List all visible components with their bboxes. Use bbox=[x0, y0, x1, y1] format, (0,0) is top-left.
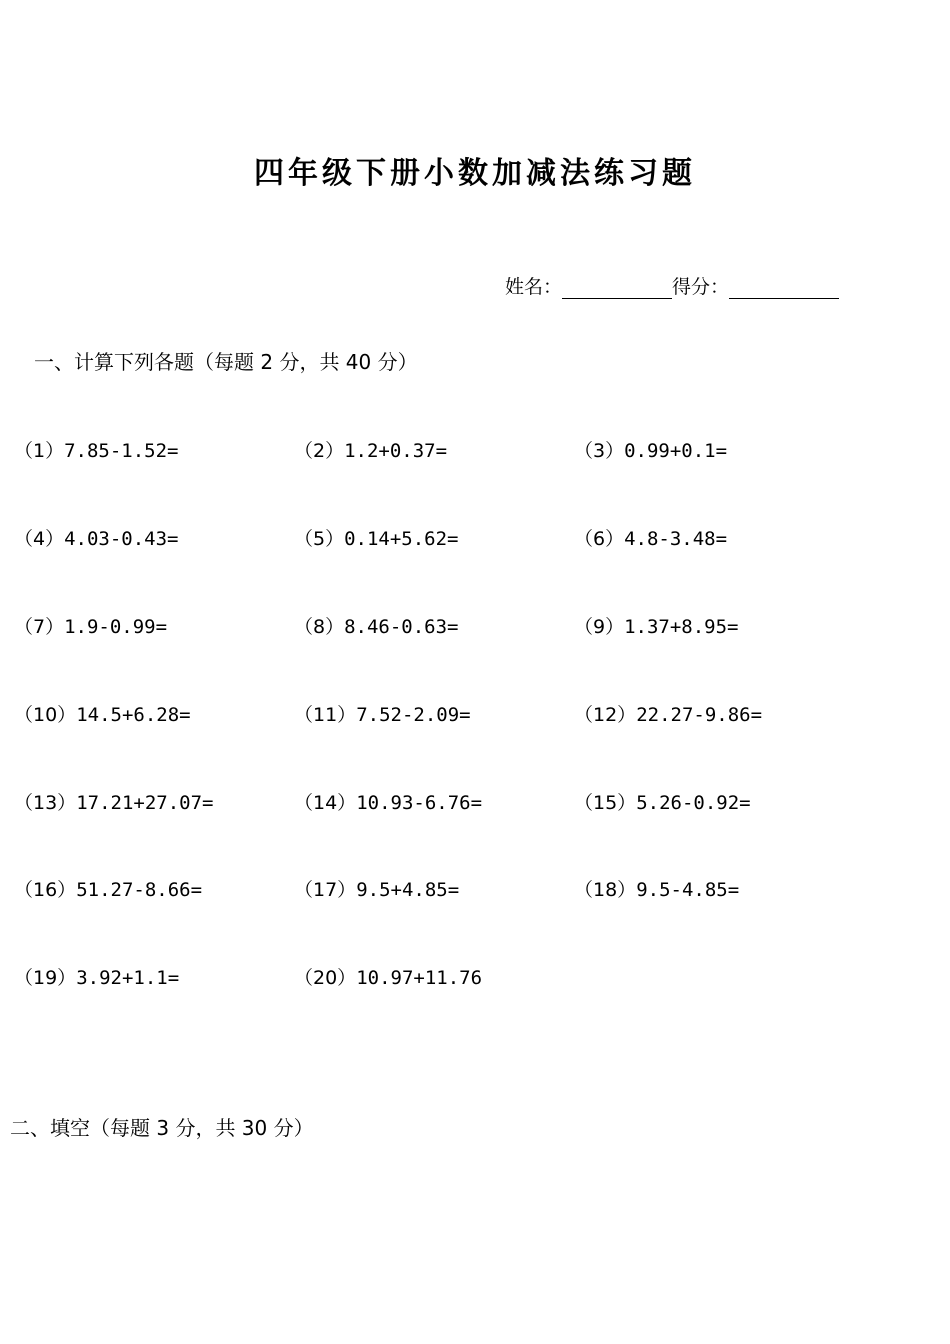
section-heading-calculation: 一、计算下列各题（每题 2 分，共 40 分） bbox=[34, 350, 418, 374]
problem-number: （12） bbox=[574, 704, 637, 726]
problem-number: （6） bbox=[574, 528, 625, 550]
problem-expression: 9.5+4.85= bbox=[356, 879, 460, 901]
problem-expression: 51.27-8.66= bbox=[76, 879, 203, 901]
problem-number: （10） bbox=[14, 704, 77, 726]
problem-expression: 4.8-3.48= bbox=[624, 528, 728, 550]
problem-expression: 17.21+27.07= bbox=[76, 792, 214, 814]
problem-item bbox=[14, 436, 178, 463]
problem-item bbox=[14, 524, 178, 551]
name-blank[interactable] bbox=[562, 278, 672, 299]
problem-item bbox=[294, 963, 482, 990]
problem-expression: 1.2+0.37= bbox=[344, 440, 448, 462]
problem-item bbox=[574, 700, 762, 727]
section-heading-fill-in: 二、填空（每题 3 分，共 30 分） bbox=[10, 1116, 314, 1140]
problem-number: （18） bbox=[574, 879, 637, 901]
problem-item bbox=[294, 524, 458, 551]
problem-number: （11） bbox=[294, 704, 357, 726]
problem-number: （8） bbox=[294, 616, 345, 638]
problem-item bbox=[14, 700, 191, 727]
problem-item bbox=[294, 700, 471, 727]
problem-item bbox=[574, 788, 751, 815]
problem-item bbox=[294, 436, 447, 463]
score-blank[interactable] bbox=[729, 278, 839, 299]
problem-number: （15） bbox=[574, 792, 637, 814]
problem-number: （7） bbox=[14, 616, 65, 638]
problem-item bbox=[14, 788, 213, 815]
problem-expression: 1.37+8.95= bbox=[624, 616, 739, 638]
problem-number: （20） bbox=[294, 967, 357, 989]
problem-number: （3） bbox=[574, 440, 625, 462]
problem-expression: 1.9-0.99= bbox=[64, 616, 168, 638]
problem-expression: 3.92+1.1= bbox=[76, 967, 180, 989]
problem-expression: 4.03-0.43= bbox=[64, 528, 179, 550]
problem-item bbox=[574, 875, 739, 902]
problem-number: （13） bbox=[14, 792, 77, 814]
problem-number: （19） bbox=[14, 967, 77, 989]
problem-expression: 0.99+0.1= bbox=[624, 440, 728, 462]
page-title: 四年级下册小数加减法练习题 bbox=[254, 156, 696, 191]
problem-number: （1） bbox=[14, 440, 65, 462]
problem-expression: 9.5-4.85= bbox=[636, 879, 740, 901]
score-label: 得分： bbox=[672, 276, 730, 298]
problem-item bbox=[14, 963, 179, 990]
problem-item bbox=[574, 612, 738, 639]
problem-item bbox=[294, 875, 459, 902]
problem-expression: 7.52-2.09= bbox=[356, 704, 471, 726]
problem-item bbox=[14, 612, 167, 639]
problem-number: （4） bbox=[14, 528, 65, 550]
problem-number: （5） bbox=[294, 528, 345, 550]
problem-item bbox=[294, 612, 458, 639]
name-label: 姓名： bbox=[505, 276, 563, 298]
problem-expression: 14.5+6.28= bbox=[76, 704, 191, 726]
problem-number: （17） bbox=[294, 879, 357, 901]
problem-item bbox=[574, 436, 727, 463]
problem-item bbox=[574, 524, 727, 551]
problem-item bbox=[14, 875, 202, 902]
problem-number: （14） bbox=[294, 792, 357, 814]
problem-expression: 10.93-6.76= bbox=[356, 792, 483, 814]
problem-expression: 5.26-0.92= bbox=[636, 792, 751, 814]
problem-item bbox=[294, 788, 482, 815]
problem-number: （9） bbox=[574, 616, 625, 638]
problem-expression: 8.46-0.63= bbox=[344, 616, 459, 638]
student-info-line bbox=[505, 272, 839, 299]
problem-expression: 0.14+5.62= bbox=[344, 528, 459, 550]
problem-number: （2） bbox=[294, 440, 345, 462]
problem-number: （16） bbox=[14, 879, 77, 901]
problem-expression: 10.97+11.76 bbox=[356, 967, 483, 989]
problem-expression: 22.27-9.86= bbox=[636, 704, 763, 726]
problem-expression: 7.85-1.52= bbox=[64, 440, 179, 462]
